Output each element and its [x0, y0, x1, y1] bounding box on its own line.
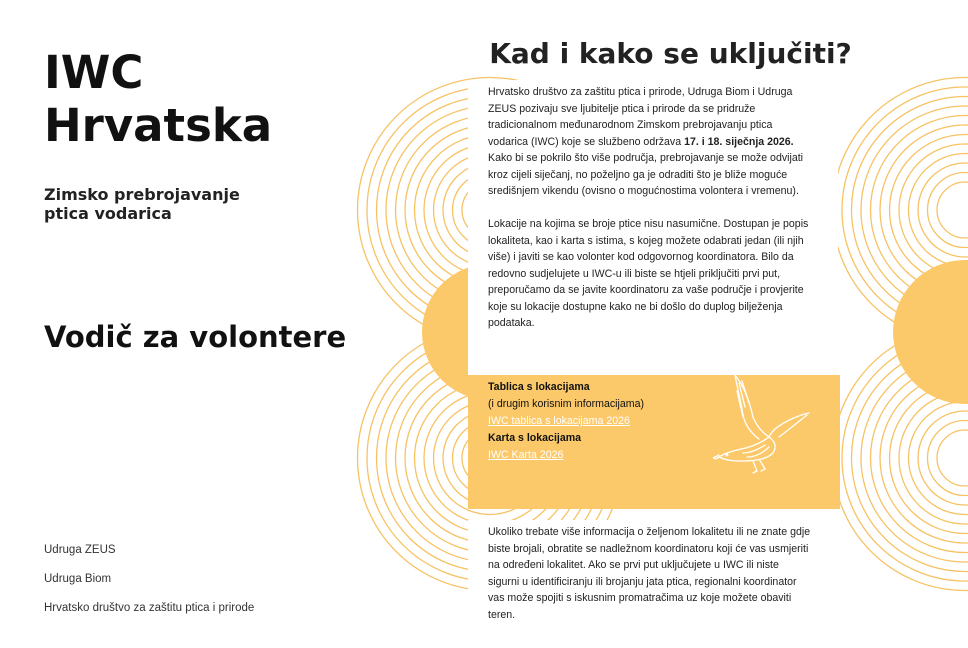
subtitle-line-1: Zimsko prebrojavanje	[44, 185, 240, 204]
contact-card	[468, 520, 838, 630]
ring	[937, 430, 968, 486]
ring	[918, 163, 968, 257]
map-heading: Karta s lokacijama	[488, 432, 582, 444]
ring	[890, 383, 968, 534]
ring	[937, 182, 968, 238]
ring	[928, 421, 968, 496]
title-line-1: IWC	[44, 46, 144, 99]
table-heading: Tablica s lokacijama	[488, 381, 590, 393]
intro-text-a: Hrvatsko društvo za zaštitu ptica i prirode, Udruga Biom i Udruga ZEUS pozivaju sve ljubitelje ptica i prirode da se pridruže tradicionalnom međunarodnom Zimskom prebrojavanju ptica vodarica (IWC) koje se službeno održava	[488, 86, 793, 148]
organization-list	[44, 543, 254, 630]
page-title	[44, 46, 272, 152]
locations-paragraph: Lokacije na kojima se broje ptice nisu nasumične. Dostupan je popis lokaliteta, kao i karta s istima, s kojeg možete odabrati jedan (ili njih više) i javiti se kao volonter kod odgovornog koordinatora. Bilo da redovno sudjelujete u IWC-u ili biste se htjeli priključiti prvi put, preporučamo da se javite koordinatoru za vaše područje i provjerite koje su lokacije dostupne kako ne bi došlo do duplog bilježenja podataka.	[488, 218, 809, 329]
ring	[918, 411, 968, 505]
seagull-illustration	[713, 373, 813, 481]
organization-biom: Udruga Biom	[44, 573, 112, 585]
page-subtitle	[44, 185, 284, 223]
organization-hdzpp: Hrvatsko društvo za zaštitu ptica i prirode	[44, 602, 255, 614]
title-line-2: Hrvatska	[44, 99, 273, 152]
section-heading: Kad i kako se uključiti?	[489, 37, 852, 70]
table-note: (i drugim korisnim informacijama)	[488, 398, 644, 410]
subtitle-line-2: ptica vodarica	[44, 204, 172, 223]
intro-text-b: Kako bi se pokrilo što više područja, prebrojavanje se može odvijati kroz cijeli siječanj, no poželjno ga je odraditi što je bliže moguće središnjem vikendu (ovisno o mogućnostima volontera i vremenu).	[488, 152, 804, 197]
contact-paragraph: Ukoliko trebate više informacija o željenom lokalitetu ili ne znate gdje biste brojali, obratite se nadležnom koordinatoru koji će vas usmjeriti na određeni lokalitet. Ako se prvi put uključujete u IWC ili niste sigurni u identificiranju ili brojanju jata ptica, regionalni koordinator vas može spojiti s iskusnim promatračima uz koje možete obaviti teren.	[488, 526, 811, 621]
organization-zeus: Udruga ZEUS	[44, 544, 116, 556]
ring	[928, 173, 968, 248]
intro-dates: 17. i 18. siječnja 2026.	[684, 135, 794, 148]
links-box	[468, 375, 840, 509]
table-link[interactable]: IWC tablica s lokacijama 2026	[488, 415, 630, 427]
intro-paragraph	[488, 84, 813, 200]
guide-title: Vodič za volontere	[44, 320, 347, 354]
intro-card	[468, 80, 838, 375]
map-link[interactable]: IWC Karta 2026	[488, 449, 564, 461]
